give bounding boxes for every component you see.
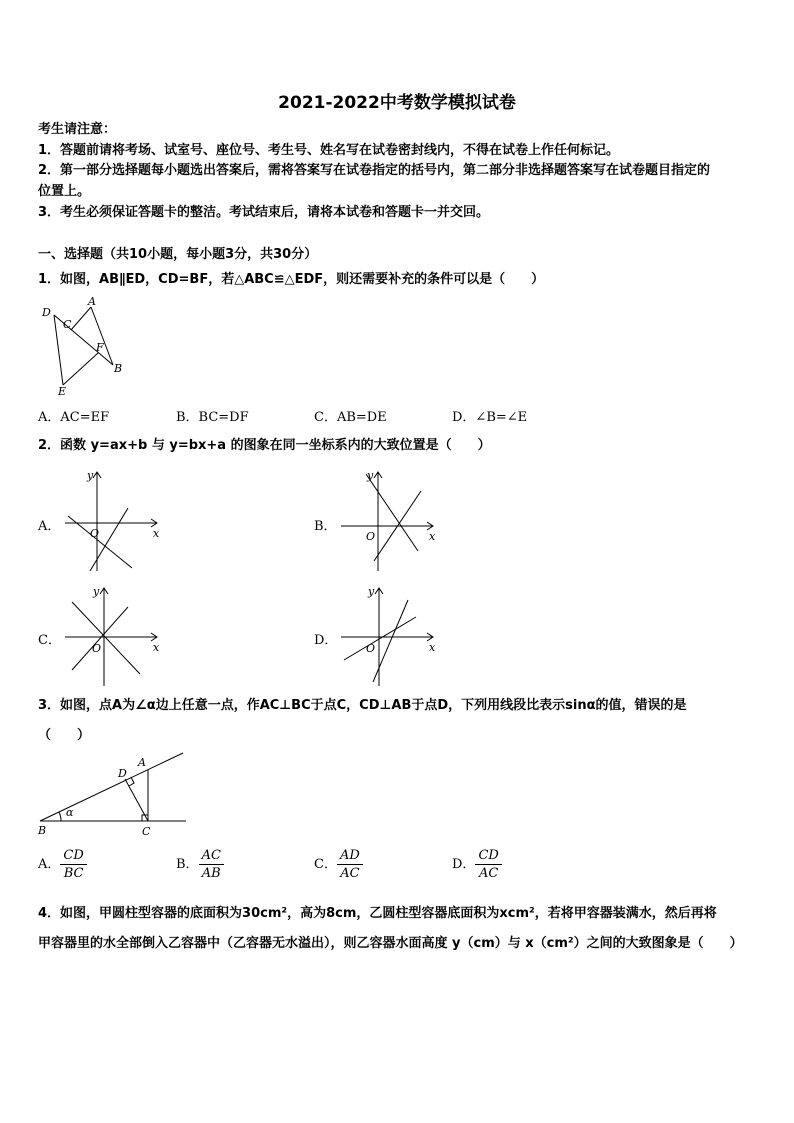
q2-option-b-label[interactable]: B． — [314, 519, 337, 534]
line-1 — [72, 602, 140, 674]
notice-heading: 考生请注意： — [38, 122, 117, 137]
origin-label: O — [92, 642, 102, 655]
q3-stem-paren: （ ） — [38, 728, 91, 743]
q1-option-a[interactable]: A．AC=EF — [38, 410, 110, 425]
q1-label-d: D — [42, 306, 51, 319]
q1-label-a: A — [88, 295, 96, 308]
q1-label-e: E — [58, 385, 67, 398]
q1-label-f: F — [96, 341, 104, 354]
q3-label-d: D — [118, 767, 127, 780]
numerator: CD — [475, 847, 501, 865]
x-label: x — [429, 641, 436, 654]
denominator: AC — [340, 866, 360, 881]
x-label: x — [153, 527, 160, 540]
notice-item-2: 2．第一部分选择题每小题选出答案后，需将答案写在试卷指定的括号内，第二部分非选择题答案写在试卷题目指定的 — [38, 163, 711, 178]
q3-label-c: C — [142, 825, 151, 838]
q3-option-b-fraction — [199, 847, 224, 882]
y-label: y — [368, 585, 375, 598]
q1-option-b[interactable]: B．BC=DF — [176, 410, 249, 425]
y-label: y — [367, 469, 374, 482]
q3-label-a: A — [138, 756, 146, 769]
q3-stem: 3．如图，点A为∠α边上任意一点，作AC⊥BC于点C，CD⊥AB于点D，下列用线段比表示sinα的值，错误的是 — [38, 698, 687, 713]
line-2 — [373, 600, 408, 682]
q1-option-d[interactable]: D．∠B=∠E — [452, 410, 528, 425]
origin-label: O — [366, 642, 376, 655]
q3-option-d-fraction — [475, 847, 501, 882]
numerator: AC — [199, 847, 224, 865]
q1-line-ca — [71, 307, 91, 330]
q3-figure — [36, 748, 188, 838]
q3-ray-ba — [40, 753, 183, 821]
q3-option-c[interactable] — [314, 847, 363, 882]
denominator: BC — [63, 866, 84, 881]
q2-graph-c[interactable] — [60, 582, 165, 690]
q1-label-b: B — [114, 362, 123, 375]
q3-option-a[interactable] — [38, 847, 87, 882]
page-title: 2021-2022中考数学模拟试卷 — [278, 93, 516, 113]
q1-label-c: C — [63, 318, 72, 331]
q2-graph-d[interactable] — [336, 582, 441, 690]
q3-option-d[interactable] — [452, 847, 502, 882]
q2-option-d-label[interactable]: D． — [314, 633, 338, 648]
q1-option-c[interactable]: C．AB=DE — [314, 410, 387, 425]
y-label: y — [93, 585, 100, 598]
denominator: AB — [201, 866, 221, 881]
line-1 — [68, 516, 132, 568]
q4-stem-line2: 甲容器里的水全部倒入乙容器中（乙容器无水溢出），则乙容器水面高度 y（cm）与 x（cm²）之间的大致图象是（ ） — [38, 936, 743, 951]
q3-option-a-fraction — [60, 847, 86, 882]
q3-angle-arc — [59, 812, 61, 821]
q3-option-d-label: D． — [452, 857, 476, 872]
q2-graph-b[interactable] — [336, 466, 441, 576]
q2-option-c-label[interactable]: C． — [38, 633, 61, 648]
q3-option-a-label: A． — [38, 857, 61, 872]
q3-option-c-fraction — [337, 847, 363, 882]
q2-stem: 2．函数 y=ax+b 与 y=bx+a 的图象在同一坐标系内的大致位置是（ ） — [38, 438, 491, 453]
q3-label-b: B — [38, 824, 47, 837]
numerator: CD — [60, 847, 86, 865]
denominator: AC — [478, 866, 499, 881]
q2-graph-a[interactable] — [60, 466, 165, 576]
notice-item-2-cont: 位置上。 — [38, 184, 91, 199]
notice-item-3: 3．考生必须保证答题卡的整洁。考试结束后，请将本试卷和答题卡一并交回。 — [38, 205, 490, 220]
q3-label-alpha: α — [66, 806, 74, 819]
section-heading: 一、选择题（共10小题，每小题3分，共30分） — [38, 247, 318, 262]
q1-line-ef — [63, 353, 98, 385]
q1-stem: 1．如图，AB∥ED，CD=BF，若△ABC≌△EDF，则还需要补充的条件可以是（ ） — [38, 272, 545, 287]
notice-item-1: 1．答题前请将考场、试室号、座位号、考生号、姓名写在试卷密封线内，不得在试卷上作任何标记。 — [38, 143, 620, 158]
x-label: x — [429, 530, 436, 543]
origin-label: O — [366, 530, 376, 543]
q4-stem-line1: 4．如图，甲圆柱型容器的底面积为30cm²，高为8cm，乙圆柱型容器底面积为xcm²，若将甲容器装满水，然后再将 — [38, 906, 717, 921]
q1-figure — [38, 295, 128, 400]
q2-option-a-label[interactable]: A． — [38, 519, 61, 534]
q3-option-b[interactable] — [176, 847, 224, 882]
origin-label: O — [90, 527, 100, 540]
y-label: y — [87, 469, 94, 482]
q3-option-c-label: C． — [314, 857, 337, 872]
q3-option-b-label: B． — [176, 857, 199, 872]
q1-line-de — [54, 315, 63, 385]
x-label: x — [153, 641, 160, 654]
line-2 — [72, 607, 128, 670]
numerator: AD — [337, 847, 363, 865]
line-1 — [344, 617, 416, 660]
